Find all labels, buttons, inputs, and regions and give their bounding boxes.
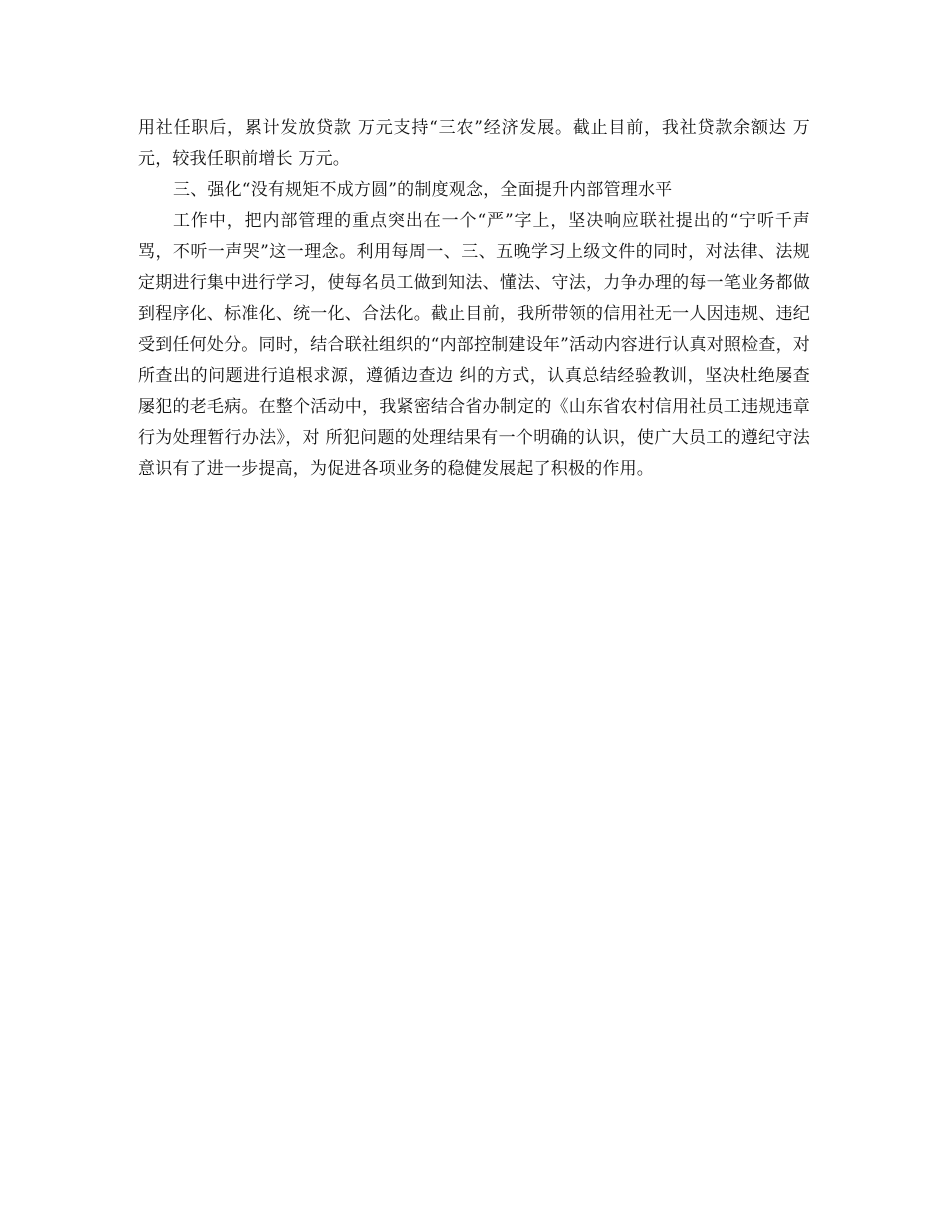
section-heading-internal-management: 三、强化“没有规矩不成方圆”的制度观念，全面提升内部管理水平	[173, 180, 673, 200]
paragraph-internal-management: 工作中，把内部管理的重点突出在一个“严”字上，坚决响应联社提出的“宁听千声骂，不听一声哭”这一理念。利用每周一、三、五晚学习上级文件的同时，对法律、法规定期进行集中进行学习，使每名员工做到知法、懂法、守法，力争办理的每一笔业务都做到程序化、标准化、统一化、合法化。截止目前，我所带领的信用社无一人因违规、违纪受到任何处分。同时，结合联社组织的“内部控制建设年”活动内容进行认真对照检查，对所查出的问题进行追根求源，遵循边查边 纠的方式，认真总结经验教训，坚决杜绝屡查屡犯的老毛病。在整个活动中，我紧密结合省办制定的《山东省农村信用社员工违规违章行为处理暂行办法》，对 所犯问题的处理结果有一个明确的认识，使广大员工的遵纪守法意识有了进一步提高，为促进各项业务的稳健发展起了积极的作用。	[138, 211, 810, 479]
paragraph-loan-summary: 用社任职后，累计发放贷款 万元支持“三农”经济发展。截止目前，我社贷款余额达 万元，较我任职前增长 万元。	[138, 118, 810, 169]
document-body	[138, 113, 810, 485]
